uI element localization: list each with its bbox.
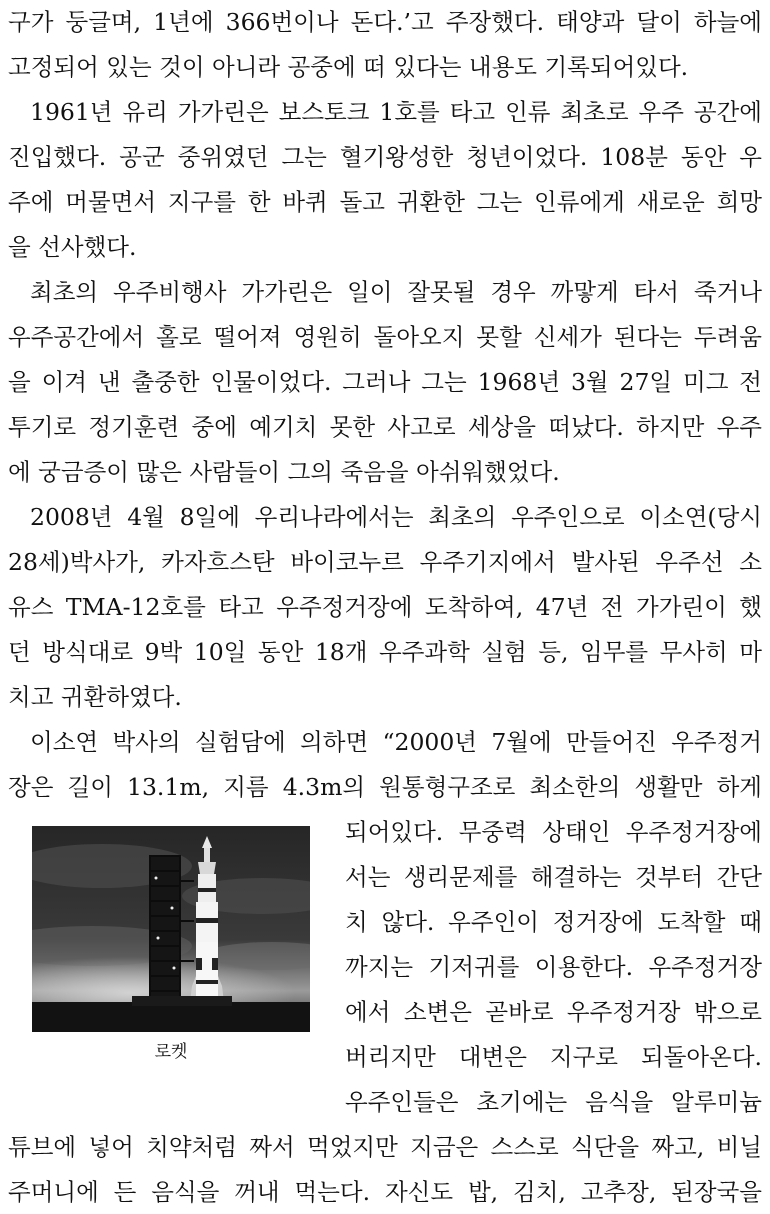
text-line: 28세)박사가, 카자흐스탄 바이코누르 우주기지에서 발사된 우주선 소 <box>8 548 762 576</box>
text-line: 주에 머물면서 지구를 한 바퀴 돌고 귀환한 그는 인류에게 새로운 희망 <box>8 188 762 216</box>
text-line: 튜브에 넣어 치약처럼 짜서 먹었지만 지금은 스스로 식단을 짜고, 비닐 <box>8 1133 762 1161</box>
text-line: 1961년 유리 가가린은 보스토크 1호를 타고 인류 최초로 우주 공간에 <box>30 98 762 126</box>
text-line: 구가 둥글며, 1년에 366번이나 돈다.’고 주장했다. 태양과 달이 하늘에 <box>8 8 762 36</box>
text-line: 2008년 4월 8일에 우리나라에서는 최초의 우주인으로 이소연(당시 <box>30 503 762 531</box>
text-line: 우주인들은 초기에는 음식을 알루미늄 <box>345 1088 762 1116</box>
text-line: 우주공간에서 홀로 떨어져 영원히 돌아오지 못할 신세가 된다는 두려움 <box>8 323 762 351</box>
rocket-icon <box>32 826 310 1032</box>
text-line: 장은 길이 13.1m, 지름 4.3m의 원통형구조로 최소한의 생활만 하게 <box>8 773 762 801</box>
text-line: 최초의 우주비행사 가가린은 일이 잘못될 경우 까맣게 타서 죽거나 <box>30 278 762 306</box>
text-line: 이소연 박사의 실험담에 의하면 “2000년 7월에 만들어진 우주정거 <box>30 728 762 756</box>
text-line: 주머니에 든 음식을 꺼내 먹는다. 자신도 밥, 김치, 고추장, 된장국을 <box>8 1178 762 1206</box>
rocket-launch-photo <box>32 826 310 1032</box>
text-line: 버리지만 대변은 지구로 되돌아온다. <box>345 1043 762 1071</box>
figure-caption: 로켓 <box>154 1042 188 1062</box>
text-line: 을 선사했다. <box>8 233 137 261</box>
text-line: 서는 생리문제를 해결하는 것부터 간단 <box>345 863 762 891</box>
text-line: 유스 TMA-12호를 타고 우주정거장에 도착하여, 47년 전 가가린이 했 <box>8 593 762 621</box>
text-line: 까지는 기저귀를 이용한다. 우주정거장 <box>345 953 762 981</box>
text-line: 진입했다. 공군 중위였던 그는 혈기왕성한 청년이었다. 108분 동안 우 <box>8 143 762 171</box>
text-line: 을 이겨 낸 출중한 인물이었다. 그러나 그는 1968년 3월 27일 미그 전 <box>8 368 762 396</box>
text-line: 치 않다. 우주인이 정거장에 도착할 때 <box>345 908 762 936</box>
text-line: 던 방식대로 9박 10일 동안 18개 우주과학 실험 등, 임무를 무사히 마 <box>8 638 762 666</box>
text-line: 치고 귀환하였다. <box>8 683 182 711</box>
text-line: 에 궁금증이 많은 사람들이 그의 죽음을 아쉬워했었다. <box>8 458 560 486</box>
text-line: 고정되어 있는 것이 아니라 공중에 떠 있다는 내용도 기록되어있다. <box>8 53 689 81</box>
text-line: 되어있다. 무중력 상태인 우주정거장에 <box>345 818 762 846</box>
text-line: 에서 소변은 곧바로 우주정거장 밖으로 <box>345 998 762 1026</box>
text-line: 투기로 정기훈련 중에 예기치 못한 사고로 세상을 떠났다. 하지만 우주 <box>8 413 762 441</box>
